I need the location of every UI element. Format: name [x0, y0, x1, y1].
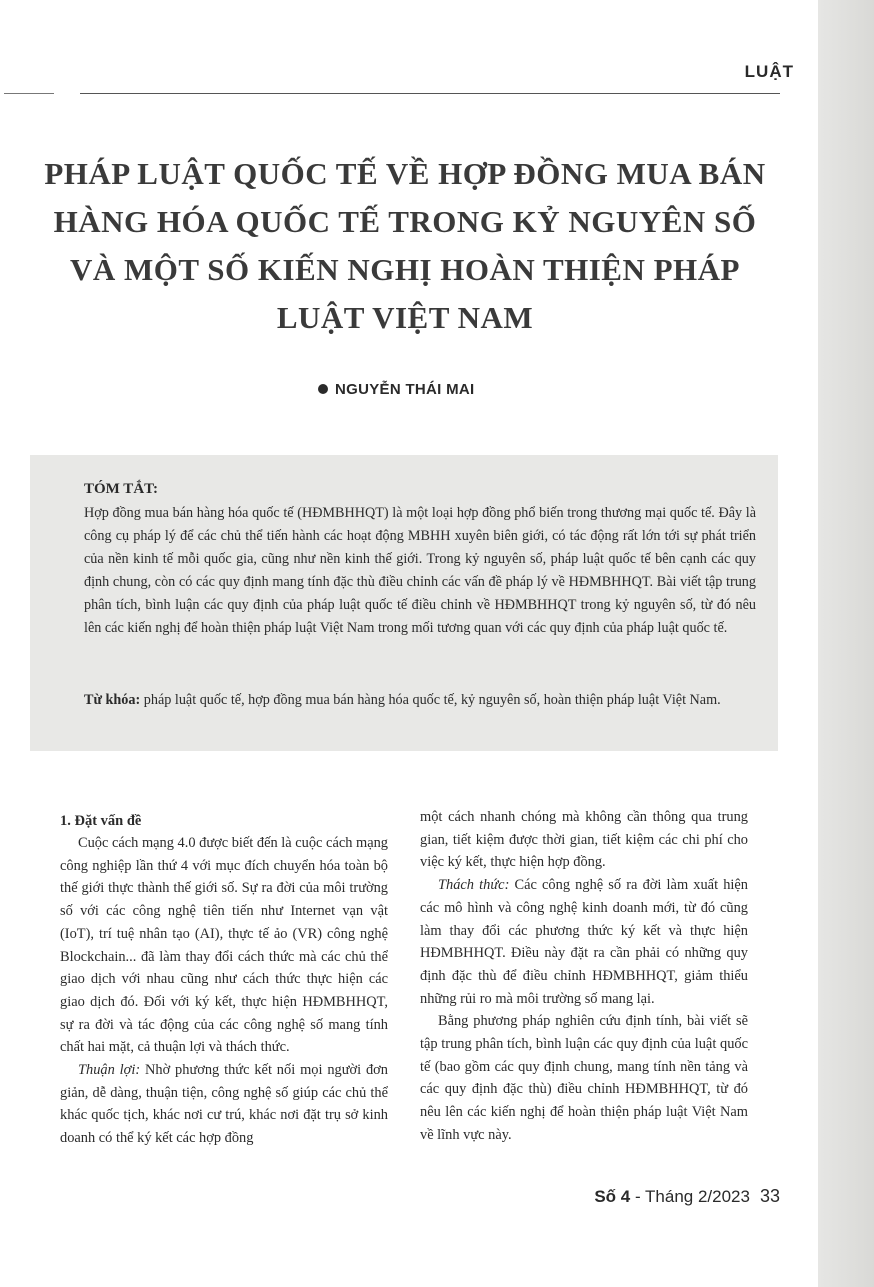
issue-date: Tháng 2/2023	[645, 1187, 750, 1206]
keywords-label: Từ khóa:	[84, 692, 141, 708]
page-edge-shadow	[818, 0, 874, 1287]
paragraph	[60, 1059, 388, 1150]
paragraph-text: Nhờ phương thức kết nối mọi người đơn giản, dễ dàng, thuận tiện, công nghệ số giúp các chủ thể khác quốc tịch, khác nơi cư trú, khác nơi đặt trụ sở kinh doanh có thể ký kết các hợp đồng	[60, 1062, 388, 1147]
bullet-dot-icon	[318, 384, 328, 394]
right-column	[420, 806, 748, 1147]
page-number: 33	[759, 1186, 780, 1206]
paragraph: Cuộc cách mạng 4.0 được biết đến là cuộc cách mạng công nghiệp lần thứ 4 với mục đích chuyển hóa toàn bộ thế giới thực thành thế giới số. Sự ra đời của môi trường số với các công nghệ tiên tiến như Internet vạn vật (IoT), trí tuệ nhân tạo (AI), thực tế ảo (VR) công nghệ Blockchain... đã làm thay đổi cách thức mà các chủ thể giao dịch với nhau cũng như cách thức thực hiện các giao dịch đó. Đối với ký kết, thực hiện HĐMBHHQT, sự ra đời và tác động của các công nghệ số mang tính chất hai mặt, cả thuận lợi và thách thức.	[60, 835, 388, 1056]
keywords	[84, 689, 756, 712]
paragraph-label: Thách thức:	[438, 877, 510, 894]
page-footer	[560, 1186, 780, 1207]
section-heading: 1. Đặt vấn đề	[60, 813, 142, 829]
footer-separator: -	[630, 1187, 646, 1206]
abstract-heading: TÓM TẮT:	[84, 481, 159, 497]
author-name: NGUYỄN THÁI MAI	[335, 381, 475, 398]
left-column	[60, 810, 388, 1150]
section-label: LUẬT	[744, 62, 794, 81]
paragraph-text: Các công nghệ số ra đời làm xuất hiện các mô hình và công nghệ kinh doanh mới, từ đó cũng làm thay đổi các phương thức ký kết và thực hiện HĐMBHHQT. Điều này đặt ra cần phải có những quy định đặc thù để điều chỉnh HĐMBHHQT, giảm thiểu những rủi ro mà môi trường số mang lại.	[420, 877, 749, 1007]
header-rule	[80, 93, 780, 94]
paragraph-label: Thuận lợi:	[78, 1062, 141, 1079]
article-title: PHÁP LUẬT QUỐC TẾ VỀ HỢP ĐỒNG MUA BÁN HÀNG HÓA QUỐC TẾ TRONG KỶ NGUYÊN SỐ VÀ MỘT SỐ KIẾN NGHỊ HOÀN THIỆN PHÁP LUẬT VIỆT NAM	[44, 156, 766, 335]
abstract-body: Hợp đồng mua bán hàng hóa quốc tế (HĐMBHHQT) là một loại hợp đồng phổ biến trong thương mại quốc tế. Đây là công cụ pháp lý để các chủ thể tiến hành các hoạt động MBHH xuyên biên giới, có tác động rất lớn tới sự phát triển của nền kinh tế mỗi quốc gia, cũng như nền kinh thế giới. Trong kỷ nguyên số, pháp luật quốc tế bên cạnh các quy định chung, còn có các quy định mang tính đặc thù điều chỉnh các vấn đề pháp lý về HĐMBHHQT. Bài viết tập trung phân tích, bình luận các quy định của pháp luật quốc tế điều chỉnh về HĐMBHHQT trong kỷ nguyên số, từ đó nêu lên các kiến nghị để hoàn thiện pháp luật Việt Nam trong mối tương quan với các quy định của pháp luật quốc tế.	[84, 505, 756, 636]
paragraph: một cách nhanh chóng mà không cần thông qua trung gian, tiết kiệm được thời gian, tiết kiệm các chi phí cho việc ký kết, thực hiện hợp đồng.	[420, 809, 748, 871]
paragraph	[420, 874, 748, 1010]
paragraph: Bằng phương pháp nghiên cứu định tính, bài viết sẽ tập trung phân tích, bình luận các quy định của luật quốc tế (bao gồm các quy định chung, mang tính nền tảng và các quy định đặc thù) điều chỉnh HĐMBHHQT, từ đó nêu lên các kiến nghị để hoàn thiện pháp luật Việt Nam về lĩnh vực này.	[420, 1013, 748, 1143]
author-line	[318, 381, 618, 398]
issue-number: Số 4	[594, 1187, 631, 1206]
header-rule-left	[4, 93, 54, 94]
keywords-text: pháp luật quốc tế, hợp đồng mua bán hàng hóa quốc tế, kỷ nguyên số, hoàn thiện pháp luật Việt Nam.	[140, 692, 721, 708]
